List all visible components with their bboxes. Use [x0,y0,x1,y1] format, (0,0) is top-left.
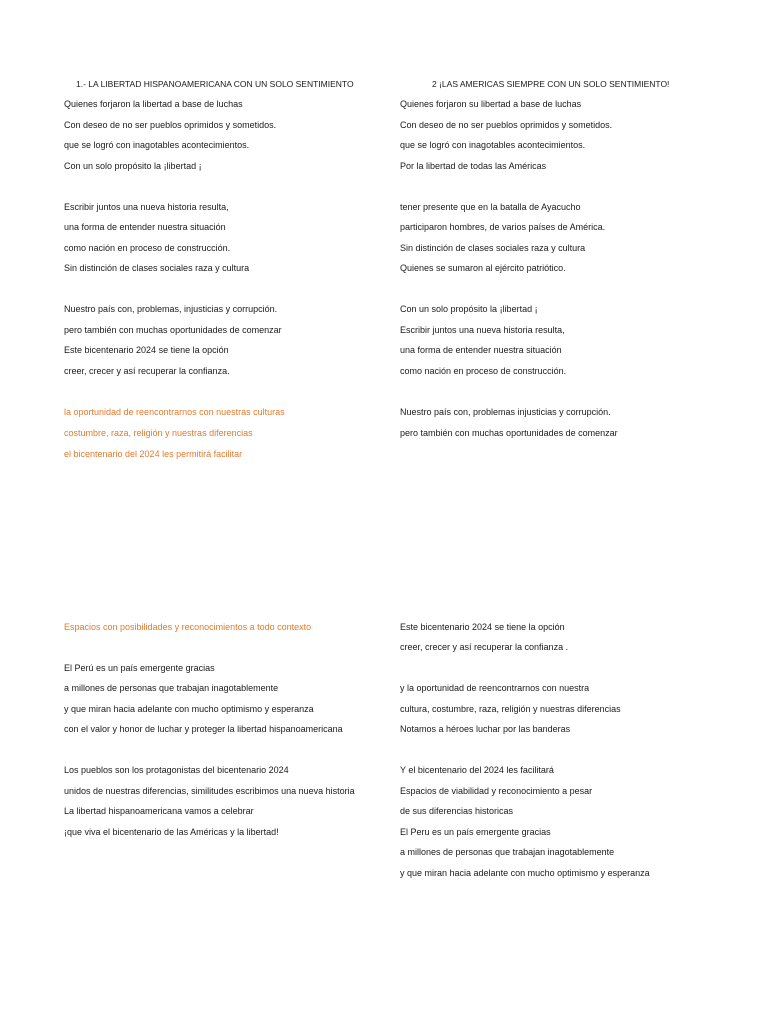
poem-line: pero también con muchas oportunidades de comenzar [400,428,618,438]
poem-line: una forma de entender nuestra situación [400,345,562,355]
poem-line: participaron hombres, de varios países de América. [400,222,606,232]
poem-line: Quienes forjaron la libertad a base de luchas [64,99,243,109]
poem-line: Escribir juntos una nueva historia resulta, [64,202,229,212]
poem-line: Este bicentenario 2024 se tiene la opción [64,345,229,355]
poem-line-highlighted: Espacios con posibilidades y reconocimientos a todo contexto [64,622,312,632]
poem-line: pero también con muchas oportunidades de comenzar [64,325,282,335]
poem-line: creer, crecer y así recuperar la confianza. [64,366,230,376]
poem-line: Con un solo propósito la ¡libertad ¡ [64,161,202,171]
poem-line: Escribir juntos una nueva historia resulta, [400,325,565,335]
poem-line: Este bicentenario 2024 se tiene la opción [400,622,565,632]
poem-line: a millones de personas que trabajan inagotablemente [400,847,615,857]
poem-line: y que miran hacia adelante con mucho optimismo y esperanza [400,868,650,878]
poem-line: una forma de entender nuestra situación [64,222,226,232]
poem-line: Notamos a héroes luchar por las banderas [400,724,571,734]
poem-line: Los pueblos son los protagonistas del bicentenario 2024 [64,765,289,775]
poem-line: como nación en proceso de construcción. [400,366,567,376]
poem-line-highlighted: costumbre, raza, religión y nuestras diferencias [64,428,253,438]
poem-line: unidos de nuestras diferencias, similitudes escribimos una nueva historia [64,786,355,796]
poem-line: Quienes forjaron su libertad a base de luchas [400,99,582,109]
poem-line: de sus diferencias historicas [400,806,514,816]
poem-line: Con un solo propósito la ¡libertad ¡ [400,304,538,314]
poem-2-title: 2 ¡LAS AMERICAS SIEMPRE CON UN SOLO SENTIMIENTO! [432,79,670,89]
poem-line: tener presente que en la batalla de Ayacucho [400,202,581,212]
poem-line: Quienes se sumaron al ejército patriótico. [400,263,566,273]
poem-1-title: 1.- LA LIBERTAD HISPANOAMERICANA CON UN SOLO SENTIMIENTO [76,79,354,89]
poem-line: El Perú es un país emergente gracias [64,663,215,673]
poem-line: Espacios de viabilidad y reconocimiento a pesar [400,786,593,796]
poem-line: Por la libertad de todas las Américas [400,161,547,171]
poem-line: como nación en proceso de construcción. [64,243,231,253]
poem-line: La libertad hispanoamericana vamos a celebrar [64,806,254,816]
poem-line: y la oportunidad de reencontrarnos con nuestra [400,683,590,693]
poem-line: a millones de personas que trabajan inagotablemente [64,683,279,693]
poem-line: ¡que viva el bicentenario de las Américas y la libertad! [64,827,279,837]
poem-line: Con deseo de no ser pueblos oprimidos y sometidos. [400,120,613,130]
poem-line: Sin distinción de clases sociales raza y cultura [64,263,250,273]
poem-line: El Peru es un país emergente gracias [400,827,551,837]
poem-line: que se logró con inagotables acontecimientos. [400,140,586,150]
poem-line: Con deseo de no ser pueblos oprimidos y sometidos. [64,120,277,130]
poem-line: y que miran hacia adelante con mucho optimismo y esperanza [64,704,314,714]
poem-line-highlighted: la oportunidad de reencontrarnos con nuestras culturas [64,407,285,417]
poem-line-highlighted: el bicentenario del 2024 les permitirá facilitar [64,449,243,459]
poem-line: Y el bicentenario del 2024 les facilitará [400,765,554,775]
poem-line: Nuestro país con, problemas, injusticias y corrupción. [64,304,278,314]
poem-line: creer, crecer y así recuperar la confianza . [400,642,569,652]
poem-line: Nuestro país con, problemas injusticias y corrupción. [400,407,611,417]
poem-line: Sin distinción de clases sociales raza y cultura [400,243,586,253]
poem-line: con el valor y honor de luchar y proteger la libertad hispanoamericana [64,724,343,734]
poem-line: que se logró con inagotables acontecimientos. [64,140,250,150]
poem-line: cultura, costumbre, raza, religión y nuestras diferencias [400,704,621,714]
